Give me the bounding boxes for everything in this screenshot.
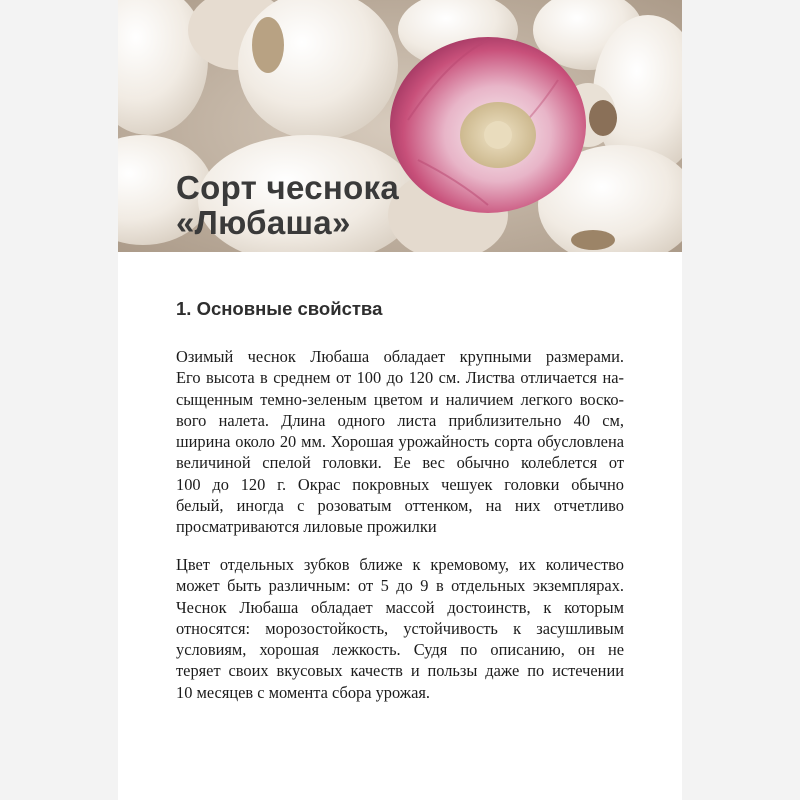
title-line-2: «Любаша» — [176, 204, 351, 241]
text-line: величиной спелой головки. Ее вес обычно колеблется от — [176, 453, 624, 473]
hero-banner — [118, 0, 682, 252]
text-line: относятся: морозостойкость, устойчивость к засушливым — [176, 618, 624, 638]
text-line: 10 месяцев с момента сбора урожая. — [176, 682, 431, 702]
paragraph-cloves — [176, 554, 624, 703]
text-line: 100 до 120 г. Окрас покровных чешуек головки обычно — [176, 474, 624, 494]
section-heading: 1. Основные свойства — [176, 298, 383, 319]
text-line: Озимый чеснок Любаша обладает крупными размерами. — [176, 347, 624, 366]
text-line: Цвет отдельных зубков ближе к кремовому, их количество — [176, 555, 624, 574]
text-line: может быть различным: от 5 до 9 в отдельных экземплярах. — [176, 576, 624, 596]
page-title — [176, 170, 399, 240]
text-line: вого налета. Длина одного листа приблизительно 40 см, — [176, 410, 624, 430]
text-line: сыщенным темно-зеленым цветом и наличием легкого воско- — [176, 389, 624, 409]
text-line: ширина около 20 мм. Хорошая урожайность сорта обусловлена — [176, 432, 624, 452]
document-page — [118, 0, 682, 800]
text-line: теряет своих вкусовых качеств и пользы даже по истечении — [176, 661, 624, 681]
paragraph-properties — [176, 346, 624, 538]
text-line: просматриваются лиловые прожилки — [176, 517, 437, 537]
text-line: белый, иногда с розоватым оттенком, на них отчетливо — [176, 496, 624, 516]
title-line-1: Сорт чеснока — [176, 169, 400, 206]
text-line: условиям, хорошая лежкость. Судя по описанию, он не — [176, 640, 624, 660]
text-line: Чеснок Любаша обладает массой достоинств, к которым — [176, 597, 624, 617]
text-line: Его высота в среднем от 100 до 120 см. Листва отличается на- — [176, 368, 624, 388]
